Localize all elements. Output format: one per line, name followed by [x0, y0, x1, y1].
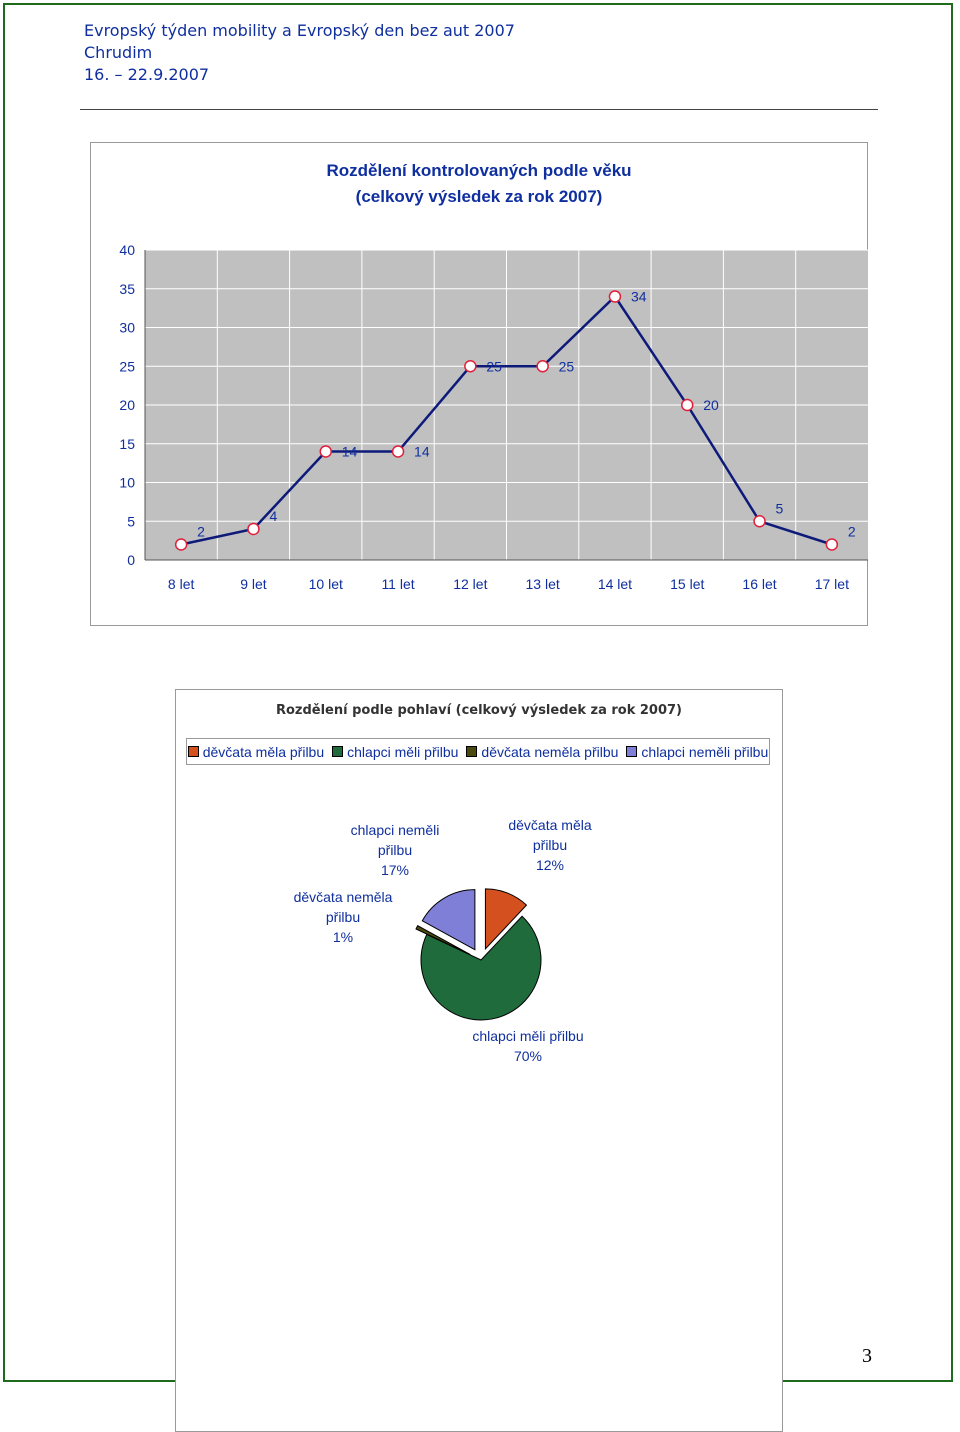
x-tick-label: 12 let: [453, 576, 488, 592]
x-tick-label: 8 let: [167, 576, 195, 592]
pie-label-devcata-nemela: [283, 887, 403, 947]
y-tick-label: 35: [119, 280, 135, 297]
data-label: 20: [703, 397, 719, 413]
y-tick-label: 15: [119, 435, 135, 452]
header-city: Chrudim: [84, 43, 153, 62]
data-label: 2: [847, 523, 856, 540]
data-label: 14: [414, 443, 430, 460]
pie-label-line: přilbu: [532, 837, 568, 853]
legend-label: chlapci měli přilbu: [347, 743, 459, 760]
y-tick-label: 30: [119, 319, 135, 336]
age-chart-subtitle: (celkový výsledek za rok 2007): [355, 187, 603, 206]
pie-label-pct: 1%: [332, 929, 354, 945]
x-tick-label: 11 let: [381, 576, 415, 592]
data-label: 5: [775, 500, 784, 517]
age-chart-title-line1: Rozdělení kontrolovaných podle věku: [326, 161, 632, 180]
header-dates: 16. – 22.9.2007: [84, 65, 210, 84]
pie-label-line: přilbu: [325, 909, 361, 925]
pie-slice: [421, 916, 541, 1020]
data-label: 25: [558, 358, 575, 375]
pie-label-pct: 17%: [380, 862, 410, 878]
pie-label-line: děvčata neměla: [293, 889, 393, 905]
pie-label-line: chlapci měli přilbu: [472, 1028, 584, 1044]
x-tick-label: 10 let: [308, 576, 343, 592]
x-tick-label: 16 let: [742, 576, 777, 592]
header-title: Evropský týden mobility a Evropský den bez aut 2007: [84, 21, 515, 40]
pie-label-line: děvčata měla: [508, 817, 592, 833]
pie-label-line: přilbu: [377, 842, 413, 858]
y-tick-label: 40: [119, 242, 135, 258]
x-tick-label: 9 let: [240, 576, 267, 592]
x-tick-label: 15 let: [670, 576, 705, 592]
legend-label: děvčata neměla přilbu: [481, 743, 619, 760]
data-label: 4: [269, 508, 278, 524]
y-tick-label: 20: [119, 397, 135, 413]
y-tick-label: 5: [127, 513, 135, 530]
pie-label-chlapci-nemeli: [340, 820, 450, 880]
data-label: 25: [486, 358, 502, 375]
y-tick-label: 10: [119, 474, 135, 491]
pie-label-chlapci-meli: [458, 1026, 598, 1066]
y-tick-label: 0: [127, 552, 135, 568]
data-label: 34: [630, 288, 647, 305]
page-number: 3: [862, 1345, 872, 1367]
data-label: 14: [341, 443, 358, 460]
legend-label: děvčata měla přilbu: [202, 743, 325, 760]
pie-label-pct: 12%: [535, 857, 565, 873]
x-tick-label: 13 let: [525, 576, 560, 592]
pie-label-devcata-mela: [495, 815, 605, 875]
pie-label-line: chlapci neměli: [350, 822, 440, 838]
legend-label: chlapci neměli přilbu: [641, 743, 769, 760]
x-tick-label: 17 let: [814, 576, 849, 592]
data-label: 2: [197, 523, 205, 540]
y-tick-label: 25: [119, 358, 135, 375]
x-tick-label: 14 let: [597, 576, 633, 592]
pie-label-pct: 70%: [513, 1048, 543, 1064]
gender-chart-title: Rozdělení podle pohlaví (celkový výsledek za rok 2007): [275, 703, 683, 718]
